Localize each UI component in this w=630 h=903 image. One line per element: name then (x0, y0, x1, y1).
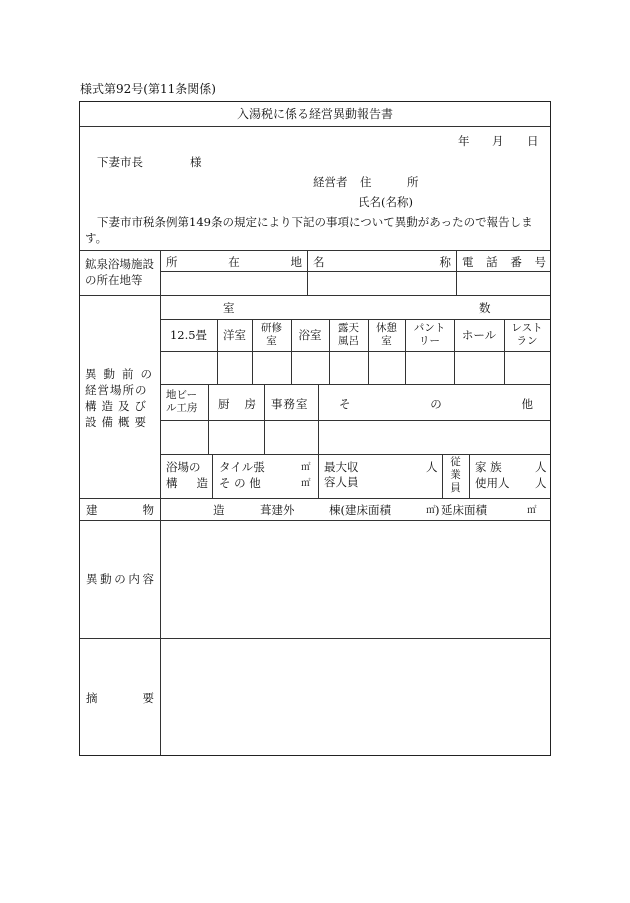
kitchen-label: 厨 房 (218, 397, 256, 411)
room-pantry: パント リー (413, 322, 446, 347)
before-label-line2: 経営場所の (85, 383, 148, 397)
addressee-honorific: 様 (190, 155, 202, 169)
divider (80, 295, 550, 296)
divider (264, 384, 265, 454)
divider (208, 384, 209, 454)
divider (160, 319, 550, 320)
facility-label-line2: の所在地等 (85, 273, 143, 287)
rooms-header-count: 数 (479, 301, 491, 315)
report-form (79, 101, 551, 756)
form-title: 入湯税に係る経営異動報告書 (236, 107, 393, 121)
family-label: 家 族 (475, 460, 502, 474)
business-label: 経営者 (313, 175, 348, 189)
divider (160, 420, 550, 421)
statement-line1: 下妻市市税条例第149条の規定により下記の事項について異動があったので報告しま (97, 215, 533, 229)
beer-workshop-label: 地ビー ル工房 (166, 389, 198, 414)
tile-sqm: ㎡ (301, 462, 311, 473)
bath-structure-label: 浴場の (166, 460, 201, 474)
divider (80, 498, 550, 499)
before-label-line3: 構造及び (85, 399, 151, 413)
divider (160, 454, 550, 455)
employees-persons: 人 (535, 476, 547, 490)
form-number: 様式第92号(第11条関係) (80, 82, 216, 96)
name-label: 氏名(名称) (358, 195, 413, 209)
statement-line2: す。 (85, 231, 108, 245)
employees-label: 使用人 (475, 476, 510, 490)
facility-phone-header: 電 話 番 号 (462, 255, 546, 269)
staff-label: 従 業 員 (450, 456, 461, 494)
divider (80, 638, 550, 639)
change-content-label: 異 動 の 内 容 (86, 572, 154, 586)
bath-structure-label-2: 構 造 (166, 476, 208, 490)
rooms-header-room: 室 (223, 301, 235, 315)
divider (456, 250, 457, 295)
tile-label: タイル張 (219, 460, 265, 474)
divider (318, 384, 319, 454)
addressee-name: 下妻市長 (97, 155, 143, 169)
room-western: 洋室 (223, 328, 246, 342)
date-month: 月 (492, 134, 504, 148)
others-sqm: ㎡ (301, 478, 311, 489)
divider (212, 454, 213, 498)
divider (80, 520, 550, 521)
total-floor-label: 延床面積 (441, 503, 487, 517)
building-label: 建 物 (86, 503, 154, 517)
other-label: そ の 他 (339, 397, 533, 411)
room-rest: 休憩 室 (376, 322, 397, 347)
building-structure: 造 (213, 503, 225, 517)
address-label-2: 所 (407, 175, 419, 189)
office-label: 事務室 (271, 397, 309, 411)
label-column-divider (160, 250, 161, 755)
room-hall: ホール (461, 328, 497, 342)
facility-label-line1: 鉱泉浴場施設 (85, 257, 154, 271)
room-restaurant: レスト ラン (511, 322, 543, 347)
divider (469, 454, 470, 498)
building-area-sqm: ㎡ (426, 505, 436, 516)
facility-address-header: 所 在 地 (166, 255, 302, 269)
room-open-air-bath: 露天 風呂 (338, 322, 359, 347)
divider (80, 126, 550, 127)
date-day: 日 (527, 134, 539, 148)
address-label-1: 住 (360, 175, 372, 189)
divider (160, 271, 550, 272)
others-label: そ の 他 (219, 476, 261, 490)
facility-name-header: 名 称 (313, 255, 451, 269)
before-label-line1: 異動前の (85, 367, 159, 381)
family-persons: 人 (535, 460, 547, 474)
remarks-label: 摘 要 (86, 691, 154, 705)
divider (307, 250, 308, 295)
capacity-persons: 人 (426, 460, 438, 474)
building-count: 棟(建床面積 (329, 503, 391, 517)
capacity-label: 最大収 容人員 (324, 460, 359, 489)
divider (160, 351, 550, 352)
total-floor-sqm: ㎡ (527, 505, 537, 516)
divider (318, 454, 319, 498)
date-year: 年 (458, 134, 470, 148)
divider (80, 250, 550, 251)
building-area-close: ) (435, 503, 440, 517)
room-training: 研修 室 (261, 322, 282, 347)
divider (160, 384, 550, 385)
room-bath: 浴室 (298, 328, 322, 342)
before-label-line4: 設備概要 (85, 415, 151, 429)
room-12-5: 12.5畳 (169, 328, 208, 342)
building-roof: 葺建外 (260, 503, 295, 517)
